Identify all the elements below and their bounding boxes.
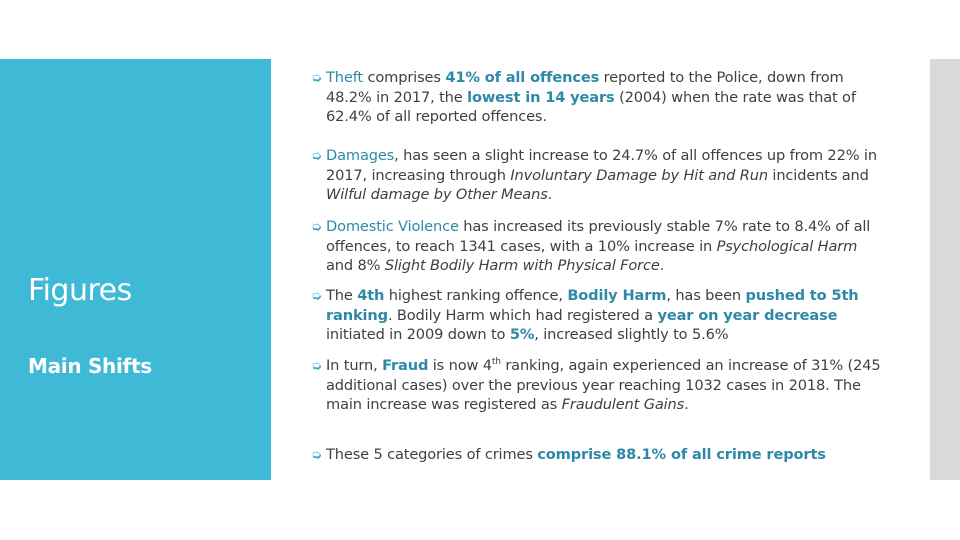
bookmark-arrow-icon: ➭ (311, 448, 322, 463)
text-run: . (659, 257, 665, 274)
left-panel (0, 59, 271, 480)
bookmark-arrow-icon: ➭ (311, 359, 322, 374)
keyword: Damages (326, 147, 395, 164)
highlight: Fraud (382, 357, 429, 374)
text-run: has increased its previously stable 7% rate to 8.4% of all offences, to reach 1341 cases, with a 10% increase in (326, 218, 871, 255)
highlight: 41% of all offences (445, 69, 600, 86)
text-run: initiated in 2009 down to (326, 326, 510, 343)
text-run: . Bodily Harm which had registered a (387, 307, 658, 324)
text-run: , has been (666, 287, 746, 304)
text-run: , has seen a slight increase to 24.7% of all offences up from 22% in 2017, increasing through (326, 147, 877, 184)
text-run: comprises (363, 69, 446, 86)
text-run: . (684, 396, 689, 413)
slide-subtitle: Main Shifts (28, 354, 152, 378)
text-run: These 5 categories of crimes (326, 446, 538, 463)
text-run: ranking, again experienced an increase of 31% (245 additional cases) over the previous year reaching 1032 cases in 2018. The main increase was registered as (326, 357, 881, 413)
bullet-damages (311, 146, 881, 204)
text-run: . (547, 186, 553, 203)
right-edge-strip (930, 59, 960, 480)
text-run: and 8% (326, 257, 385, 274)
highlight: 4th (357, 287, 385, 304)
bullet-theft (311, 68, 881, 126)
highlight: Bodily Harm (567, 287, 667, 304)
emphasis: Wilful damage by Other Means (326, 186, 548, 203)
text-run: reported to the Police, down from 48.2% in 2017, the (326, 69, 844, 106)
bullet-summary (311, 445, 881, 465)
emphasis: Psychological Harm (716, 238, 858, 255)
keyword: Domestic Violence (326, 218, 459, 235)
text-run: In turn, (326, 357, 383, 374)
text-run: (2004) when the rate was that of 62.4% of all reported offences. (326, 89, 856, 125)
text-run: , increased slightly to 5.6% (534, 326, 729, 343)
bullet-fraud (311, 356, 881, 414)
highlight: pushed to 5th ranking (326, 287, 859, 324)
text-run: is now 4 (428, 357, 492, 374)
highlight: lowest in 14 years (467, 89, 615, 106)
bookmark-arrow-icon: ➭ (311, 289, 322, 304)
superscript: th (491, 357, 501, 368)
text-run: highest ranking offence, (384, 287, 568, 304)
text-run: incidents and (767, 167, 869, 184)
bullet-domestic-violence (311, 217, 881, 275)
highlight: comprise 88.1% of all crime reports (537, 446, 826, 463)
emphasis: Fraudulent Gains (561, 396, 685, 413)
bullet-bodily-harm (311, 286, 881, 344)
bookmark-arrow-icon: ➭ (311, 71, 322, 86)
emphasis: Involuntary Damage by Hit and Run (510, 167, 768, 184)
text-run: The (326, 287, 358, 304)
slide-title: Figures (28, 273, 132, 308)
highlight: year on year decrease (657, 307, 838, 324)
keyword: Theft (326, 69, 363, 86)
emphasis: Slight Bodily Harm with Physical Force (384, 257, 660, 274)
highlight: 5% (509, 326, 535, 343)
bookmark-arrow-icon: ➭ (311, 149, 322, 164)
bookmark-arrow-icon: ➭ (311, 220, 322, 235)
